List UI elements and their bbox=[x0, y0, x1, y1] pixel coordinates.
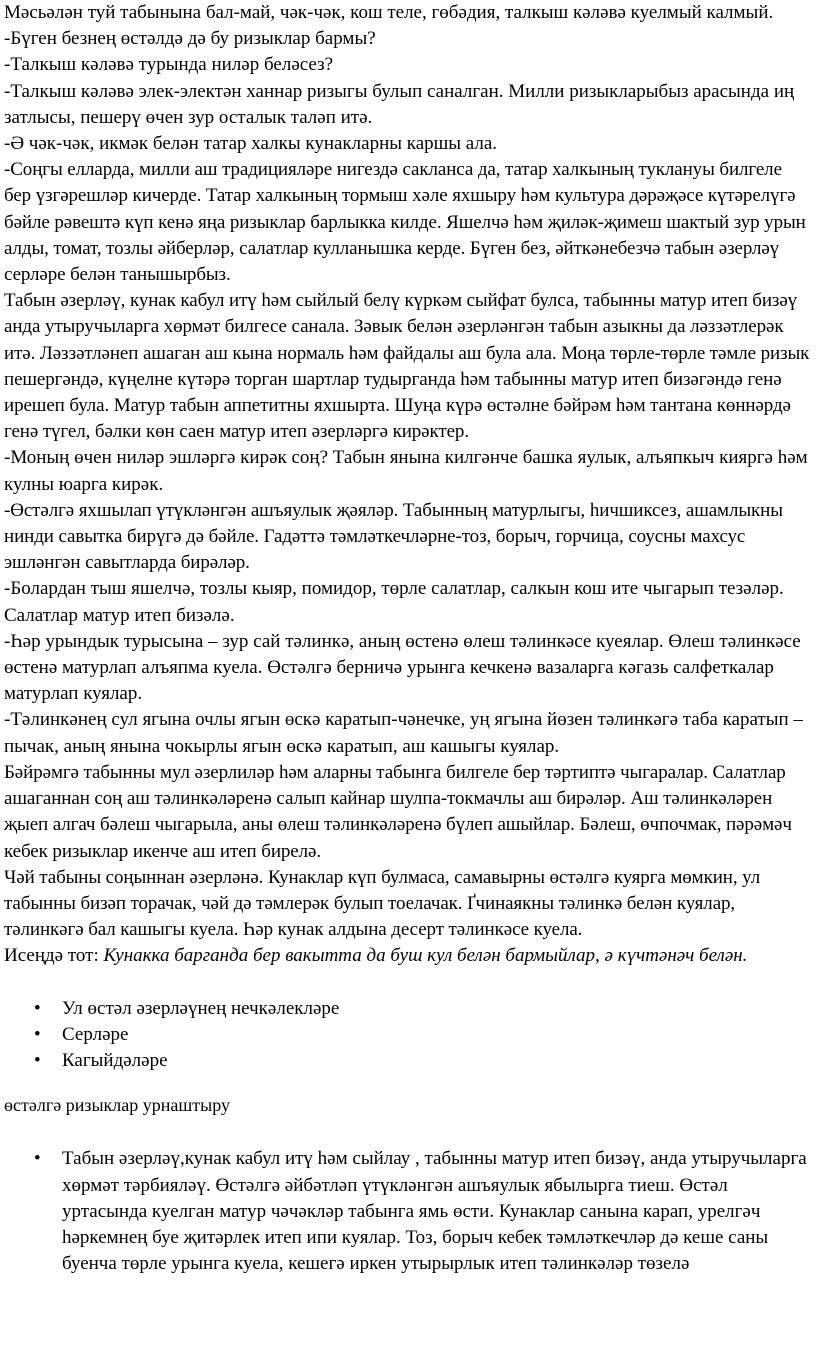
list-item bbox=[34, 1146, 812, 1277]
body-paragraph: -Талкыш кәләвә турында ниләр беләсез? bbox=[4, 54, 334, 76]
body-paragraph: -Өстәлгә яхшылап үтүкләнгән ашъяулык җәяләр. Табынның матурлыгы, һичшиксез, ашамлыкны нинди савытка бирүгә дә бәйле. Гадәттә тәмләткечләрне-тоз, борыч, горчица, соусны махсус эшләнгән савытларда бирәләр. bbox=[4, 499, 783, 574]
body-paragraph: Чәй табыны соңыннан әзерләнә. Кунаклар күп булмаса, самавырны өстәлгә куярга мөмкин, ул табынны бизәп торачак, чәй дә тәмлерәк булып тоелачак. Ґчинаякны тәлинкә белән куялар, тәлинкәгә бал кашыгы куела. Һәр кунак алдына десерт тәлинкәсе куела. bbox=[4, 866, 761, 941]
list-item-text: Ул өстәл әзерләүнең нечкәлекләре bbox=[62, 997, 340, 1019]
body-paragraph: -Талкыш кәләвә элек-электән ханнар ризыгы булып саналган. Милли ризыкларыбыз арасында иң затлысы, пешерү өчен зур осталык таләп итә. bbox=[4, 80, 795, 128]
body-paragraph: -Тәлинкәнең сул ягына очлы ягын өскә каратып-чәнечке, уң ягына йөзен тәлинкәгә таба каратып – пычак, аның янына чокырлы ягын өскә каратып, аш кашыгы куялар. bbox=[4, 709, 803, 757]
closing-italic-text: Кунакка барганда бер вакытта да буш кул белән бармыйлар, ә күчтәнәч белән. bbox=[103, 945, 748, 967]
list-item bbox=[34, 996, 812, 1022]
bullet-icon: • bbox=[34, 997, 41, 1019]
spacer bbox=[4, 1074, 812, 1092]
body-paragraph: -Ә чәк-чәк, икмәк белән татар халкы кунакларны каршы ала. bbox=[4, 133, 498, 155]
closing-prefix: Исеңдә тот: bbox=[4, 945, 104, 967]
list-item-text: Серләре bbox=[62, 1023, 129, 1045]
bullet-icon: • bbox=[34, 1049, 41, 1071]
body-paragraph: Табын әзерләү, кунак кабул итү һәм сыйлый белү күркәм сыйфат булса, табынны матур итеп бизәү анда утыручыларга хөрмәт билгесе санала. Зәвык белән әзерләнгән табын азыкны да ләззәтлерәк итә. Ләззәтләнеп ашаган аш кына нормаль һәм файдалы аш була ала. Моңа төрле-төрле тәмле ризык пешергәндә, күңелне күтәрә торган шартлар тудырганда һәм табынны матур итеп бизәгәндә генә ирешеп була. Матур табын аппетитны яхшырта. Шуңа күрә өстәлне бәйрәм һәм тантана көннәрдә генә түгел, бәлки көн саен матур итеп әзерләргә кирәктер. bbox=[4, 290, 810, 443]
bullet-list-topics bbox=[4, 996, 812, 1075]
body-paragraph: -Моның өчен ниләр эшләргә кирәк соң? Табын янына килгәнче башка яулык, алъяпкыч кияргә һәм кулны юарга кирәк. bbox=[4, 447, 808, 495]
bullet-icon: • bbox=[34, 1148, 41, 1170]
body-paragraph: Мәсьәлән туй табынына бал-май, чәк-чәк, кош теле, гөбәдия, талкыш кәләвә куелмый калмый. bbox=[4, 2, 774, 23]
spacer bbox=[4, 1118, 812, 1146]
body-paragraph: -Бүген безнең өстәлдә дә бу ризыклар бармы? bbox=[4, 28, 376, 50]
section-heading: өстәлгә ризыклар урнаштыру bbox=[4, 1095, 230, 1116]
closing-note bbox=[4, 943, 812, 969]
spacer bbox=[4, 970, 812, 996]
list-item bbox=[34, 1022, 812, 1048]
body-paragraph: -Һәр урындык турысына – зур сай тәлинкә, аның өстенә өлеш тәлинкәсе куеялар. Өлеш тәлинкәсе өстенә матурлап алъяпма куела. Өстәлгә берничә урынга кечкенә вазаларга кәгазь салфеткалар матурлап куялар. bbox=[4, 630, 801, 705]
body-paragraph: -Соңгы елларда, милли аш традицияләре нигездә сакланса да, татар халкының туклануы билгеле бер үзгәрешләр кичерде. Татар халкының тормыш хәле яхшыру һәм культура дәрәҗәсе күтәрелүгә бәйле рәвештә күп кенә яңа ризыклар барлыкка килде. Яшелчә һәм җиләк-җимеш шактый зур урын алды, томат, тозлы әйберләр, салатлар кулланышка керде. Бүген без, әйткәнебезчә табын әзерләү серләре белән танышырбыз. bbox=[4, 159, 806, 286]
body-paragraph: -Болардан тыш яшелчә, тозлы кыяр, помидор, төрле салатлар, салкын кош ите чыгарып тезәләр. Салатлар матур итеп бизәлә. bbox=[4, 578, 784, 626]
list-item-text: Табын әзерләү,кунак кабул итү һәм сыйлау , табынны матур итеп бизәү, анда утыручыларга хөрмәт тәрбияләү. Өстәлгә әйбәтләп үтүкләнгән ашъяулык ябылырга тиеш. Өстәл уртасында куелган матур чәчәкләр табынга ямь өсти. Кунаклар санына карап, урелгәч һәркемнең буе җитәрлек итеп ипи куялар. Тоз, борыч кебек тәмләткечләр дә кеше саны буенча төрле урынга куела, кешегә иркен утырырлык итеп тәлинкәләр төзелә bbox=[62, 1148, 807, 1275]
list-item-text: Кагыйдәләре bbox=[62, 1049, 168, 1071]
body-paragraph: Бәйрәмгә табынны мул әзерлиләр һәм аларны табынга билгеле бер тәртиптә чыгаралар. Салатлар ашаганнан соң аш тәлинкәләренә салып кайнар шулпа-токмачлы аш бирәләр. Аш тәлинкәләрен җыеп алгач бәлеш чыгарыла, аны өлеш тәлинкәләренә бүлеп ашыйлар. Бәлеш, өчпочмак, пәрәмәч кебек ризыклар икенче аш итеп бирелә. bbox=[4, 761, 792, 862]
bullet-icon: • bbox=[34, 1023, 41, 1045]
list-item bbox=[34, 1048, 812, 1074]
bullet-list-setup bbox=[4, 1146, 812, 1277]
